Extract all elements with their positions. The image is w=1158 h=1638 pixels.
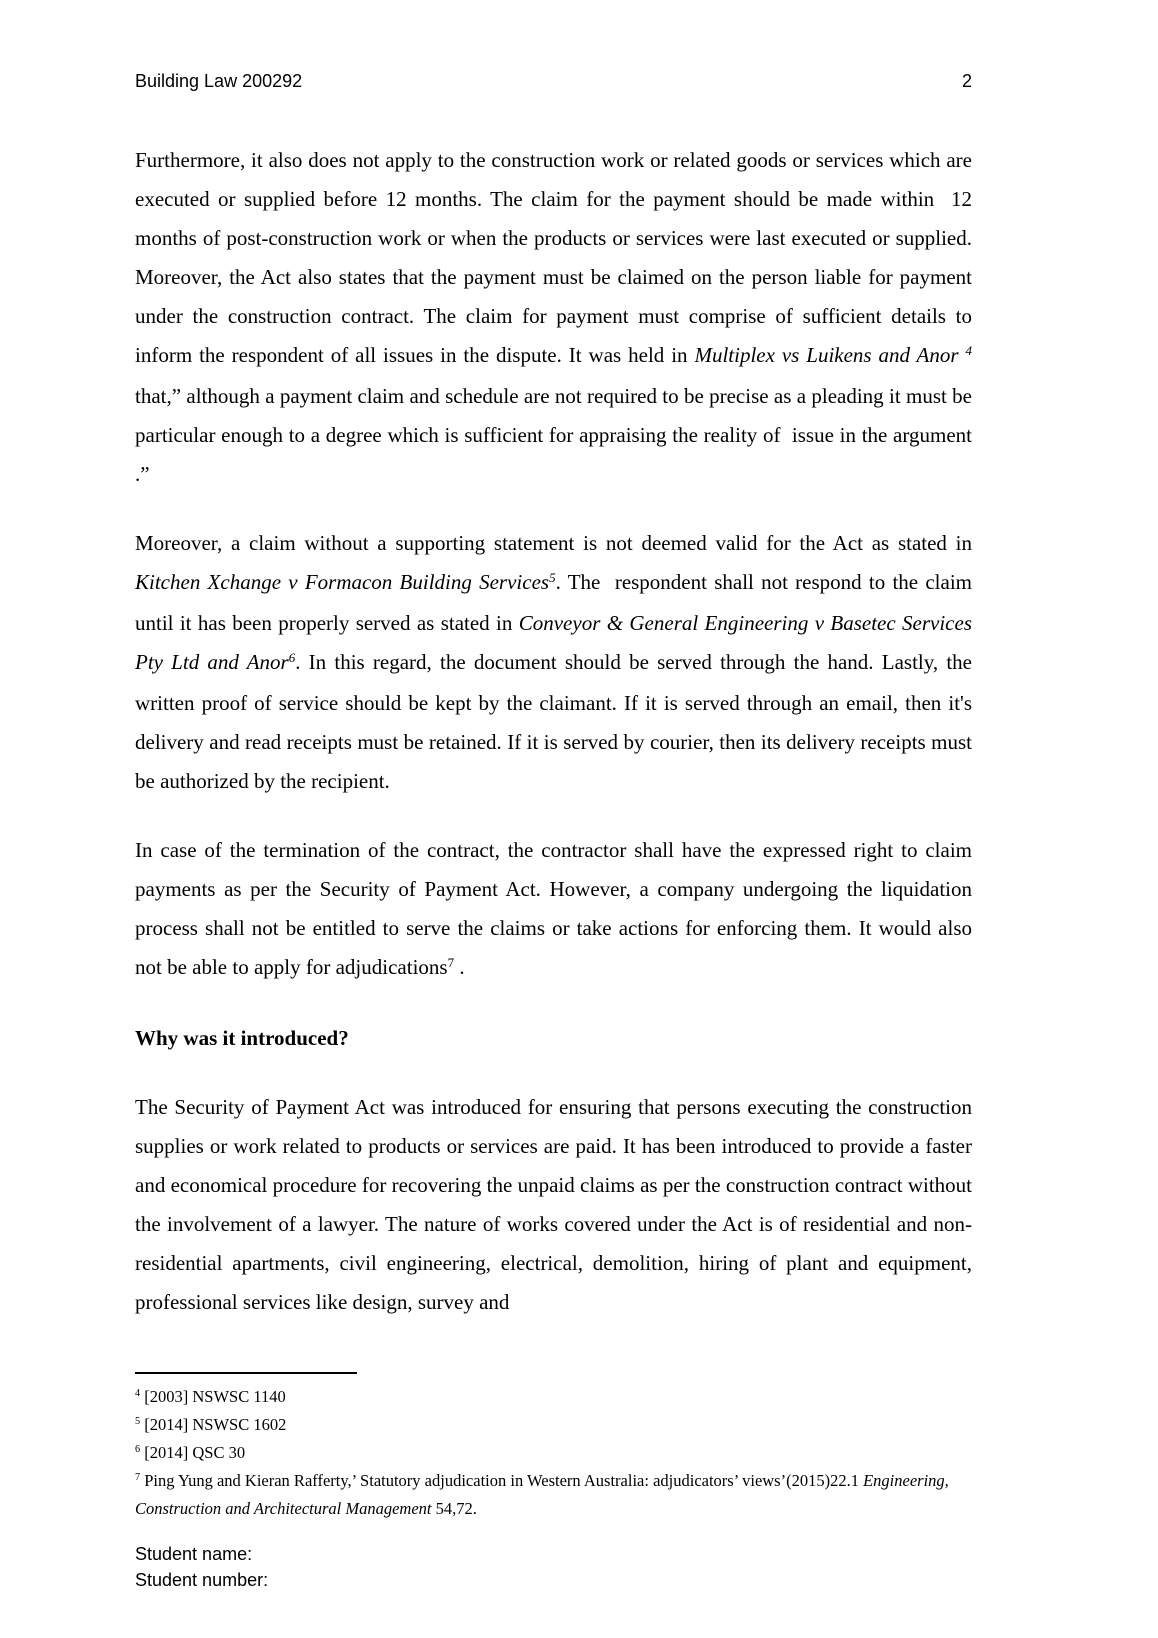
text-segment: . The respondent shall not respond to the claim until it has been properly served as stated in <box>135 570 973 635</box>
footnote-marker: 5 <box>135 1416 141 1428</box>
student-name-label: Student name: <box>135 1544 253 1564</box>
text-segment: Engineering, Construction and Architectural Management <box>135 1471 949 1518</box>
text-segment: 6 <box>288 649 296 665</box>
text-segment: [2014] NSWSC 1602 <box>140 1415 287 1434</box>
text-segment: Ping Yung and Kieran Rafferty,’ Statutory adjudication in Western Australia: adjudicators’ views’(2015)22.1 <box>140 1471 864 1490</box>
footnote-separator <box>135 1372 357 1374</box>
footnote-marker: 7 <box>135 1472 141 1484</box>
text-segment: Why was it introduced? <box>135 1026 349 1050</box>
page-number: 2 <box>961 71 972 91</box>
text-segment: 54,72. <box>431 1499 477 1518</box>
text-segment: Multiplex vs Luikens and Anor <box>694 343 966 367</box>
text-segment: [2014] QSC 30 <box>140 1443 246 1462</box>
body-paragraph <box>135 141 972 494</box>
text-segment: Conveyor & General Engineering v Basetec Services Pty Ltd and Anor <box>135 611 972 674</box>
text-segment: 5 <box>549 569 556 585</box>
text-segment: In case of the termination of the contract, the contractor shall have the expressed right to claim payments as per the Security of Payment Act. However, a company undergoing the liquidation process shall not be entitled to serve the claims or take actions for enforcing them. It would also not be able to apply for adjudications <box>135 838 972 979</box>
footnote-item <box>135 1468 972 1521</box>
body-paragraph <box>135 831 972 989</box>
footnote-marker: 4 <box>135 1388 141 1400</box>
footnote-item <box>135 1412 972 1440</box>
student-number-label: Student number: <box>135 1570 269 1590</box>
footnote-list <box>135 1384 972 1521</box>
footnote-marker: 6 <box>135 1444 141 1456</box>
text-segment: The Security of Payment Act was introduced for ensuring that persons executing the construction supplies or work related to products or services are paid. It has been introduced to provide a faster and economical procedure for recovering the unpaid claims as per the construction contract without the involvement of a lawyer. The nature of works covered under the Act is of residential and non-residential apartments, civil engineering, electrical, demolition, hiring of plant and equipment, professional services like design, survey and <box>135 1095 972 1314</box>
body-paragraph <box>135 524 972 801</box>
footnotes-section <box>135 1372 972 1521</box>
text-segment: . In this regard, the document should be served through the hand. Lastly, the written proof of service should be kept by the claimant. If it is served through an email, then it's delivery and read receipts must be retained. If it is served by courier, then its delivery receipts must be authorized by the recipient. <box>135 650 972 793</box>
page-footer <box>135 1541 972 1593</box>
text-segment: that,” although a payment claim and schedule are not required to be precise as a pleading it must be particular enough to a degree which is sufficient for appraising the reality of issue in the argument .” <box>135 384 972 486</box>
text-segment: [2003] NSWSC 1140 <box>140 1387 286 1406</box>
footnote-item <box>135 1384 972 1412</box>
header-title: Building Law 200292 <box>135 71 303 91</box>
body-paragraph <box>135 1088 972 1322</box>
page-header <box>135 0 972 92</box>
text-segment: 4 <box>965 342 972 358</box>
text-segment: 7 <box>447 954 455 970</box>
text-segment: Kitchen Xchange v Formacon Building Services <box>135 570 550 594</box>
text-segment: Furthermore, it also does not apply to the construction work or related goods or services which are executed or supplied before 12 months. The claim for the payment should be made within 12 months of post-construction work or when the products or services were last executed or supplied. Moreover, the Act also states that the payment must be claimed on the person liable for payment under the construction contract. The claim for payment must comprise of sufficient details to inform the respondent of all issues in the dispute. It was held in <box>135 148 972 367</box>
text-segment: . <box>454 955 465 979</box>
footnote-item <box>135 1440 972 1468</box>
text-segment: Moreover, a claim without a supporting statement is not deemed valid for the Act as stated in <box>135 531 972 555</box>
section-heading <box>135 1019 972 1058</box>
document-body <box>135 141 972 1322</box>
